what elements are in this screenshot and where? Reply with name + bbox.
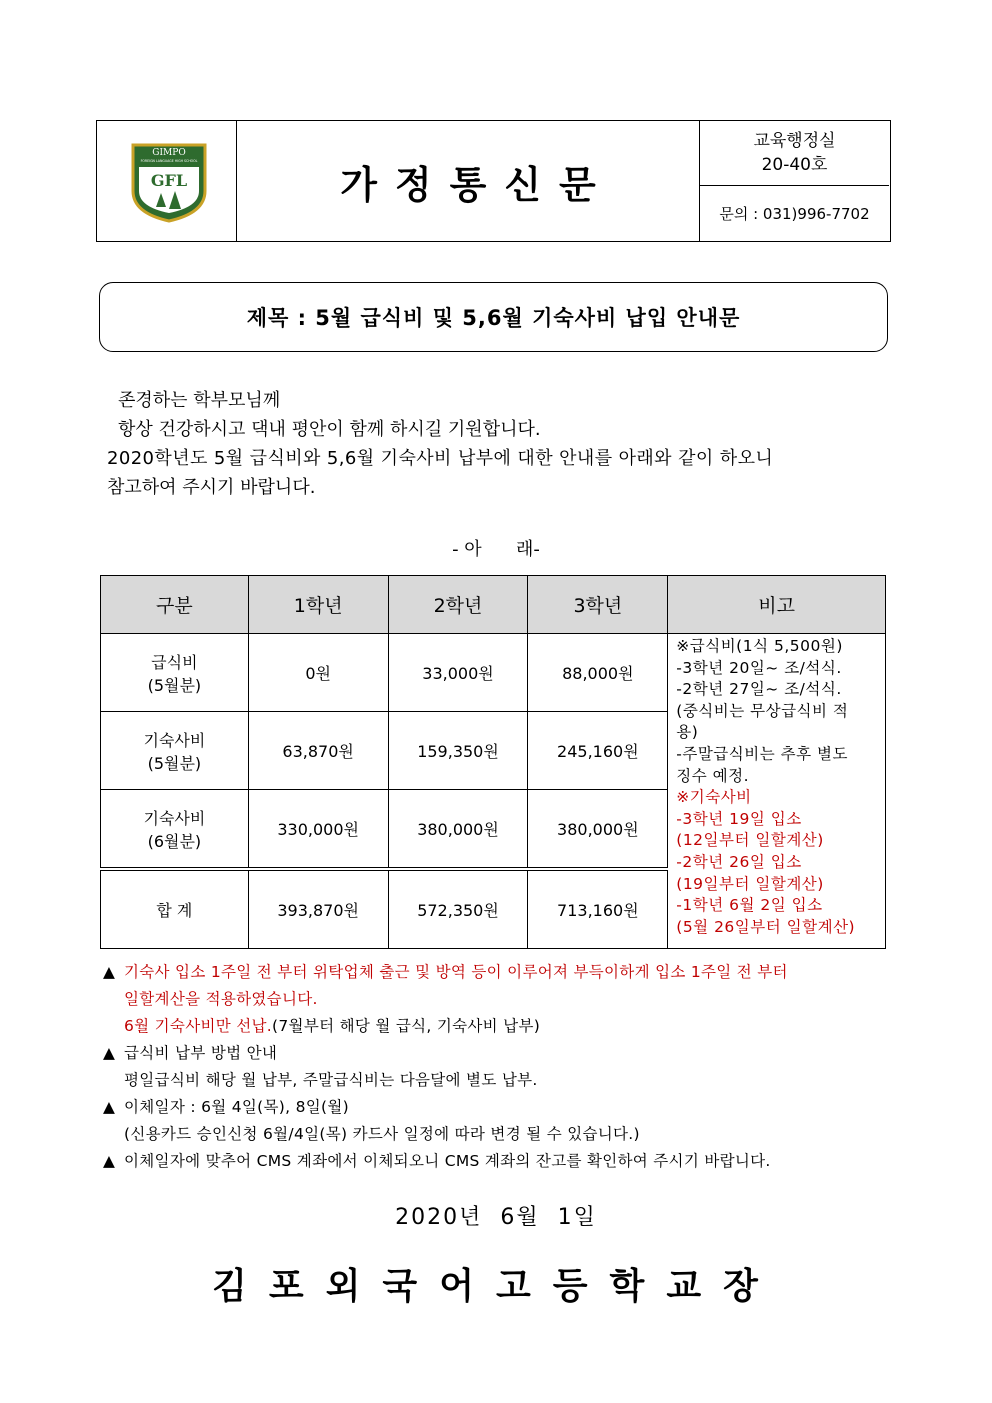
header-grade-2: 2학년 [388, 576, 528, 634]
svg-text:GIMPO: GIMPO [152, 148, 186, 158]
triangle-icon: ▲ [103, 1152, 116, 1170]
cell-value: 330,000원 [248, 790, 388, 870]
svg-text:FOREIGN LANGUAGE HIGH SCHOOL: FOREIGN LANGUAGE HIGH SCHOOL [140, 159, 198, 163]
logo-cell [97, 121, 237, 241]
department-info [700, 121, 889, 186]
cell-value: 33,000원 [388, 634, 528, 712]
school-logo [129, 141, 209, 223]
remarks-cell: ※급식비(1식 5,500원) -3학년 20일~ 조/석식. -2학년 27일~ 조/석식. (중식비는 무상급식비 적 용) -주말급식비는 추후 별도 징수 예정. ※기숙사비 -3학년 19일 입소 (12일부터 일할계산) -2학년 26일 입소 (19일부터 일할계산) -1학년 6월 2일 입소 (5월 26일부터 일할계산) [668, 634, 886, 949]
cell-value: 63,870원 [248, 712, 388, 790]
header-grade-3: 3학년 [528, 576, 668, 634]
greeting-line: 존경하는 학부모님께 [118, 390, 281, 411]
total-value: 713,160원 [528, 869, 668, 949]
cell-value: 380,000원 [528, 790, 668, 870]
intro-line-3: 2020학년도 5월 급식비와 5,6월 기숙사비 납부에 대한 안내를 아래와 같이 하오니 [107, 448, 774, 469]
intro-line-4: 참고하여 주시기 바랍니다. [107, 477, 316, 498]
total-label: 합 계 [101, 869, 249, 949]
cell-value: 88,000원 [528, 634, 668, 712]
svg-text:GFL: GFL [150, 171, 188, 190]
row-label: 기숙사비 (6월분) [101, 790, 249, 870]
notice-dormitory: ▲ 기숙사 입소 1주일 전 부터 위탁업체 출근 및 방역 등이 이루어져 부득이하게 입소 1주일 전 부터 일할계산을 적용하였습니다. 6월 기숙사비만 선납.(7월부터 해당 월 급식, 기숙사비 납부) [103, 959, 893, 1040]
principal-signature: 김포외국어고등학교장 [212, 1266, 780, 1307]
row-label: 급식비 (5월분) [101, 634, 249, 712]
department-name: 교육행정실 [753, 131, 836, 151]
notice-transfer-date: ▲ 이체일자 : 6월 4일(목), 8일(월) (신용카드 승인신청 6월/4일(목) 카드사 일정에 따라 변경 될 수 있습니다.) [103, 1094, 893, 1148]
subject-box: 제목 : 5월 급식비 및 5,6월 기숙사비 납입 안내문 [99, 282, 888, 352]
header-grade-1: 1학년 [248, 576, 388, 634]
total-value: 393,870원 [248, 869, 388, 949]
table-header-row [101, 576, 886, 634]
document-title-cell [237, 121, 699, 241]
intro-line-2: 항상 건강하시고 댁내 평안이 함께 하시길 기원합니다. [118, 419, 541, 440]
issue-date: 2020년 6월 1일 [395, 1205, 597, 1230]
cell-value: 245,160원 [528, 712, 668, 790]
info-cell [699, 121, 890, 241]
cell-value: 159,350원 [388, 712, 528, 790]
notice-cms-balance: ▲ 이체일자에 맞추어 CMS 계좌에서 이체되오니 CMS 계좌의 잔고를 확인하여 주시기 바랍니다. [103, 1148, 893, 1175]
cell-value: 380,000원 [388, 790, 528, 870]
cell-value: 0원 [248, 634, 388, 712]
fee-table [100, 575, 886, 949]
triangle-icon: ▲ [103, 963, 116, 981]
below-label: - 아 래- [452, 539, 540, 560]
document-number: 20-40호 [761, 155, 828, 175]
header-remarks: 비고 [668, 576, 886, 634]
notice-meal-payment: ▲ 급식비 납부 방법 안내 평일급식비 해당 월 납부, 주말급식비는 다음달에 별도 납부. [103, 1040, 893, 1094]
triangle-icon: ▲ [103, 1044, 116, 1062]
row-label: 기숙사비 (5월분) [101, 712, 249, 790]
header-box [96, 120, 891, 242]
header-category: 구분 [101, 576, 249, 634]
contact-phone: 문의 : 031)996-7702 [719, 205, 870, 223]
total-value: 572,350원 [388, 869, 528, 949]
document-title: 가정통신문 [340, 162, 614, 207]
table-row [101, 634, 886, 712]
triangle-icon: ▲ [103, 1098, 116, 1116]
